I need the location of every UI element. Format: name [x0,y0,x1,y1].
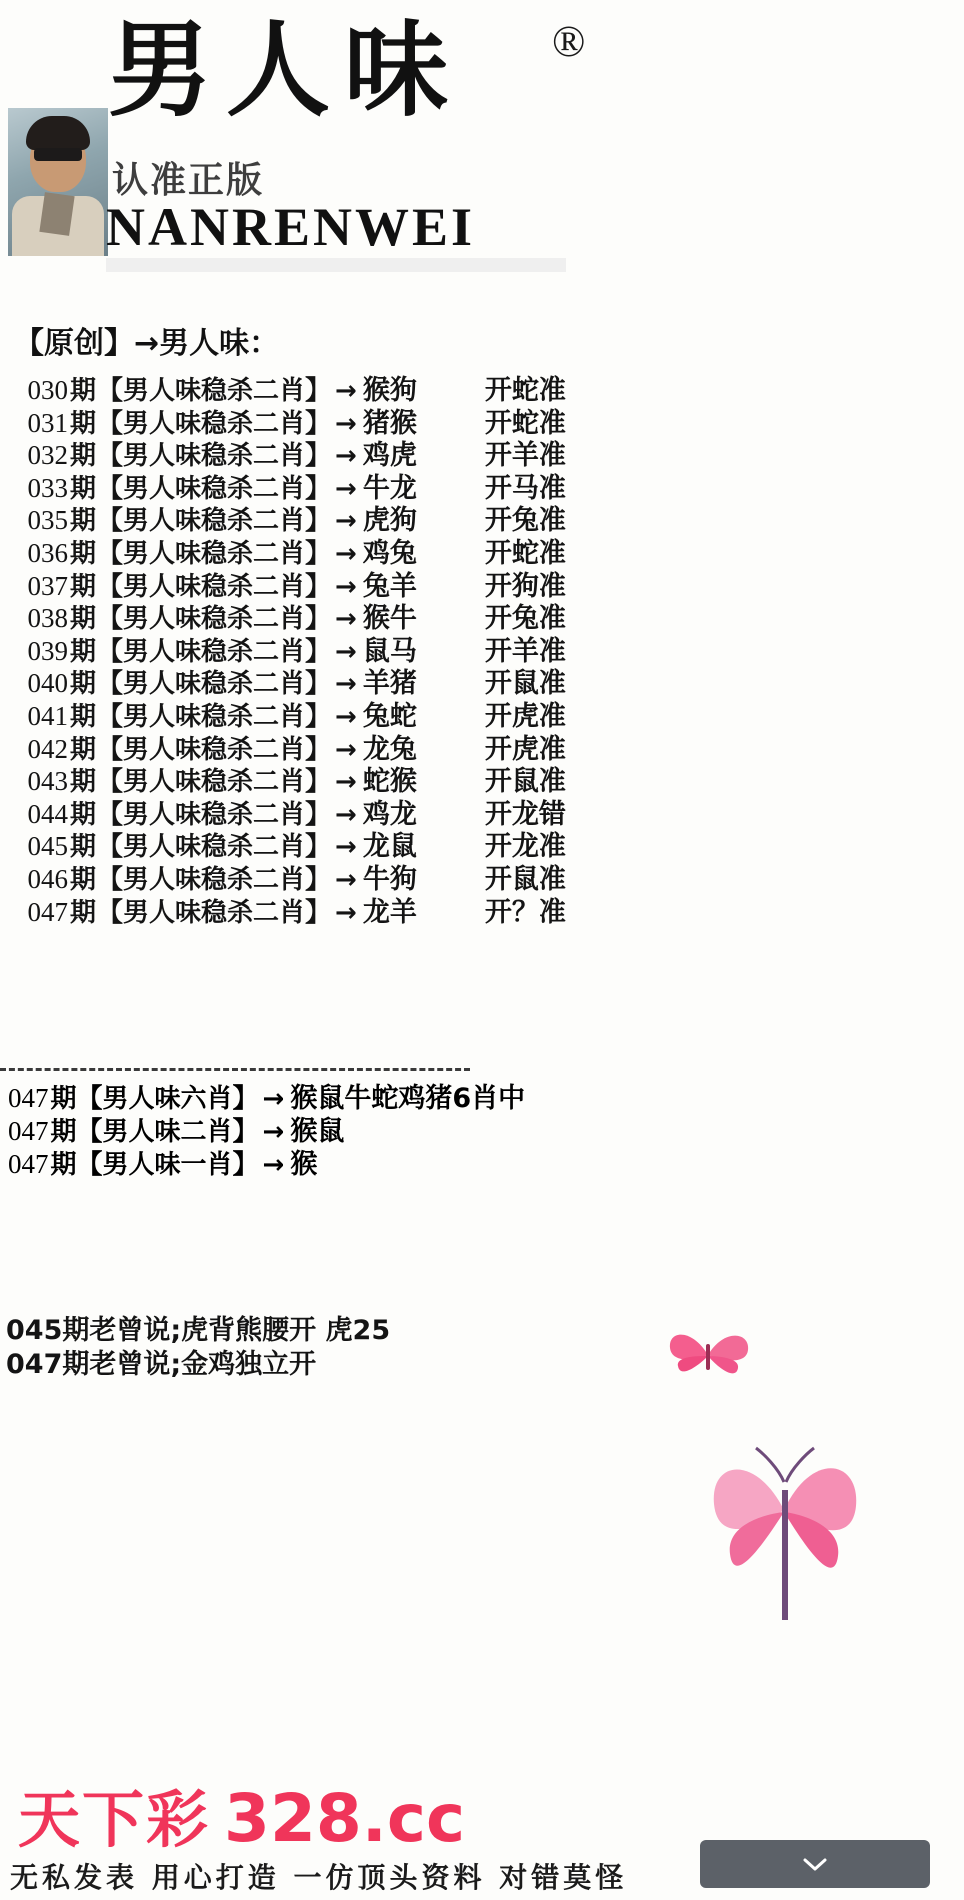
row-title: 【男人味稳杀二肖】 [97,571,332,602]
row-title: 【男人味稳杀二肖】 [97,538,332,569]
row-picks: 龙兔 [362,733,417,765]
avatar [8,108,108,256]
row-title: 【男人味稳杀二肖】 [97,799,332,830]
row-issue-unit: 期 [70,799,97,830]
row-title: 【男人味稳杀二肖】 [97,604,332,635]
row-issue: 032 [27,440,68,471]
row-picks: 鸡兔 [362,537,417,569]
row-issue: 045 [27,831,68,862]
row-picks: 蛇猴 [362,766,417,798]
row-result: 开蛇准 [484,537,566,569]
row-picks: 鸡虎 [362,440,417,472]
row-title: 【男人味稳杀二肖】 [97,441,332,472]
row-result: 开羊准 [484,635,566,667]
row-issue: 042 [27,733,68,764]
row-title: 【男人味稳杀二肖】 [97,408,332,439]
avatar-collar [39,192,74,236]
row-issue-unit: 期 [70,636,97,667]
row-issue: 039 [27,635,68,666]
row-issue: 047 [8,1116,49,1146]
table-row [10,466,630,504]
row-title: 【男人味稳杀二肖】 [97,864,332,895]
row-issue-unit: 期 [70,701,97,732]
row-picks: 兔羊 [362,570,417,602]
row-issue: 041 [27,700,68,731]
row-result: 开虎准 [484,700,566,732]
arrow-icon: → [335,571,357,602]
row-issue-unit: 期 [70,538,97,569]
row-picks: 兔蛇 [362,700,417,732]
row-result: 开鼠准 [484,668,566,700]
arrow-icon: → [335,864,357,895]
row-issue-unit: 期 [70,832,97,863]
row-result: 开羊准 [484,440,566,472]
butterfly-icon [700,1420,870,1655]
arrow-icon: → [335,538,357,569]
table-row [10,629,630,667]
row-issue: 033 [27,472,68,503]
table-row [10,661,630,700]
row-result: 开兔准 [484,505,566,537]
arrow-icon: → [262,1117,285,1147]
row-picks: 鸡龙 [362,798,417,830]
row-issue-unit: 期 [70,408,97,439]
row-title: 【男人味稳杀二肖】 [97,669,332,700]
table-row [10,824,630,863]
row-issue: 040 [27,668,68,699]
row-title: 【男人味稳杀二肖】 [97,832,332,863]
section-title: 【原创】→男人味： [14,326,280,361]
row-issue-unit: 期 [50,1084,77,1114]
row-picks: 猴狗 [362,375,417,406]
row-picks: 猴牛 [362,603,417,635]
row-result: 开龙准 [484,831,566,863]
table-row [10,531,630,569]
row-picks: 牛狗 [362,863,417,895]
row-issue-unit: 期 [70,506,97,537]
list-item [8,1076,708,1114]
row-result: 开鼠准 [484,766,566,798]
note-line: 047期老曾说;金鸡独立开 [6,1349,317,1380]
arrow-icon: → [335,669,357,700]
arrow-icon: → [335,767,357,798]
row-picks: 猴鼠牛蛇鸡猪6肖中 [290,1083,526,1114]
arrow-icon: → [335,799,357,830]
arrow-icon: → [335,473,357,504]
row-result: 开虎准 [484,733,566,765]
row-title: 【男人味六肖】 [76,1084,259,1114]
row-issue-unit: 期 [50,1150,77,1180]
row-result: 开？准 [484,896,566,928]
watermark [18,1770,465,1859]
row-title: 【男人味稳杀二肖】 [97,376,332,406]
row-result: 开鼠准 [484,863,566,895]
row-issue-unit: 期 [50,1117,77,1147]
arrow-icon: → [335,897,357,928]
row-issue-unit: 期 [70,441,97,472]
row-result: 开狗准 [484,570,566,602]
row-result: 开兔准 [484,603,566,635]
arrow-icon: → [335,441,357,472]
arrow-icon: → [335,604,357,635]
row-picks: 鼠马 [362,635,417,667]
row-issue-unit: 期 [70,669,97,700]
row-issue: 035 [27,505,68,536]
arrow-icon: → [335,636,357,667]
table-row [10,564,630,602]
arrow-icon: → [262,1150,285,1180]
row-issue-unit: 期 [70,473,97,504]
row-picks: 猴 [290,1149,318,1180]
registered-trademark-icon: ® [552,17,586,66]
row-result: 开蛇准 [484,407,566,439]
table-row [10,498,630,537]
main-prediction-list [10,368,630,928]
watermark-url: 328.cc [224,1780,466,1857]
row-issue: 044 [27,798,68,829]
row-picks: 猴鼠 [290,1116,345,1147]
arrow-icon: → [335,734,357,765]
table-row [10,694,630,732]
row-title: 【男人味稳杀二肖】 [97,734,332,765]
row-issue: 031 [27,407,68,438]
watermark-cn: 天下彩 [18,1783,211,1856]
row-result: 开马准 [484,472,566,504]
arrow-icon: → [335,376,357,406]
row-title: 【男人味稳杀二肖】 [97,767,332,798]
row-issue-unit: 期 [70,897,97,928]
row-picks: 羊猪 [362,668,417,700]
row-result: 开龙错 [484,798,566,830]
row-issue: 037 [27,570,68,601]
row-issue-unit: 期 [70,767,97,798]
row-issue: 036 [27,537,68,568]
chevron-down-icon [802,1856,828,1872]
sunglasses-icon [34,148,82,161]
row-title: 【男人味稳杀二肖】 [97,636,332,667]
row-picks: 龙羊 [362,896,417,928]
table-row [10,759,630,798]
row-title: 【男人味一肖】 [76,1150,259,1180]
footer-text: 无私发表 用心打造 一仿顶头资料 对错莫怪 [10,1861,628,1894]
table-row [10,727,630,765]
brand-title-cn: 男人味 [108,9,463,131]
note-line: 045期老曾说;虎背熊腰开 虎25 [6,1315,391,1346]
row-issue: 043 [27,766,68,797]
header-divider [106,258,566,272]
table-row [10,792,630,830]
row-result: 开蛇准 [484,375,566,406]
table-row [10,596,630,635]
row-issue: 046 [27,863,68,894]
row-issue-unit: 期 [70,864,97,895]
dashed-divider [0,1068,470,1071]
table-row [10,890,630,928]
table-row [10,368,630,406]
row-title: 【男人味二肖】 [76,1117,259,1147]
row-picks: 猪猴 [362,407,417,439]
arrow-icon: → [335,701,357,732]
arrow-icon: → [335,408,357,439]
row-issue-unit: 期 [70,734,97,765]
row-title: 【男人味稳杀二肖】 [97,701,332,732]
list-item [8,1142,708,1180]
row-title: 【男人味稳杀二肖】 [97,897,332,928]
row-issue-unit: 期 [70,376,97,406]
row-issue: 030 [27,375,68,405]
current-issue-list [8,1076,708,1180]
table-row [10,401,630,439]
brand-title-en: NANRENWEI [106,197,476,257]
scroll-down-button[interactable] [700,1840,930,1888]
table-row [10,857,630,895]
row-picks: 虎狗 [362,505,417,537]
arrow-icon: → [335,506,357,537]
header [0,0,964,270]
row-title: 【男人味稳杀二肖】 [97,473,332,504]
butterfly-icon [662,1320,758,1395]
avatar-hair [26,116,90,150]
row-issue: 047 [8,1083,49,1113]
row-issue: 047 [8,1149,49,1179]
row-issue-unit: 期 [70,604,97,635]
row-issue-unit: 期 [70,571,97,602]
arrow-icon: → [262,1084,285,1114]
notes-section [6,1308,706,1380]
table-row [10,433,630,472]
arrow-icon: → [335,832,357,863]
row-issue: 038 [27,603,68,634]
brand-subtitle: 认准正版 [112,160,265,201]
row-issue: 047 [27,896,68,927]
row-picks: 牛龙 [362,472,417,504]
row-picks: 龙鼠 [362,831,417,863]
row-title: 【男人味稳杀二肖】 [97,506,332,537]
